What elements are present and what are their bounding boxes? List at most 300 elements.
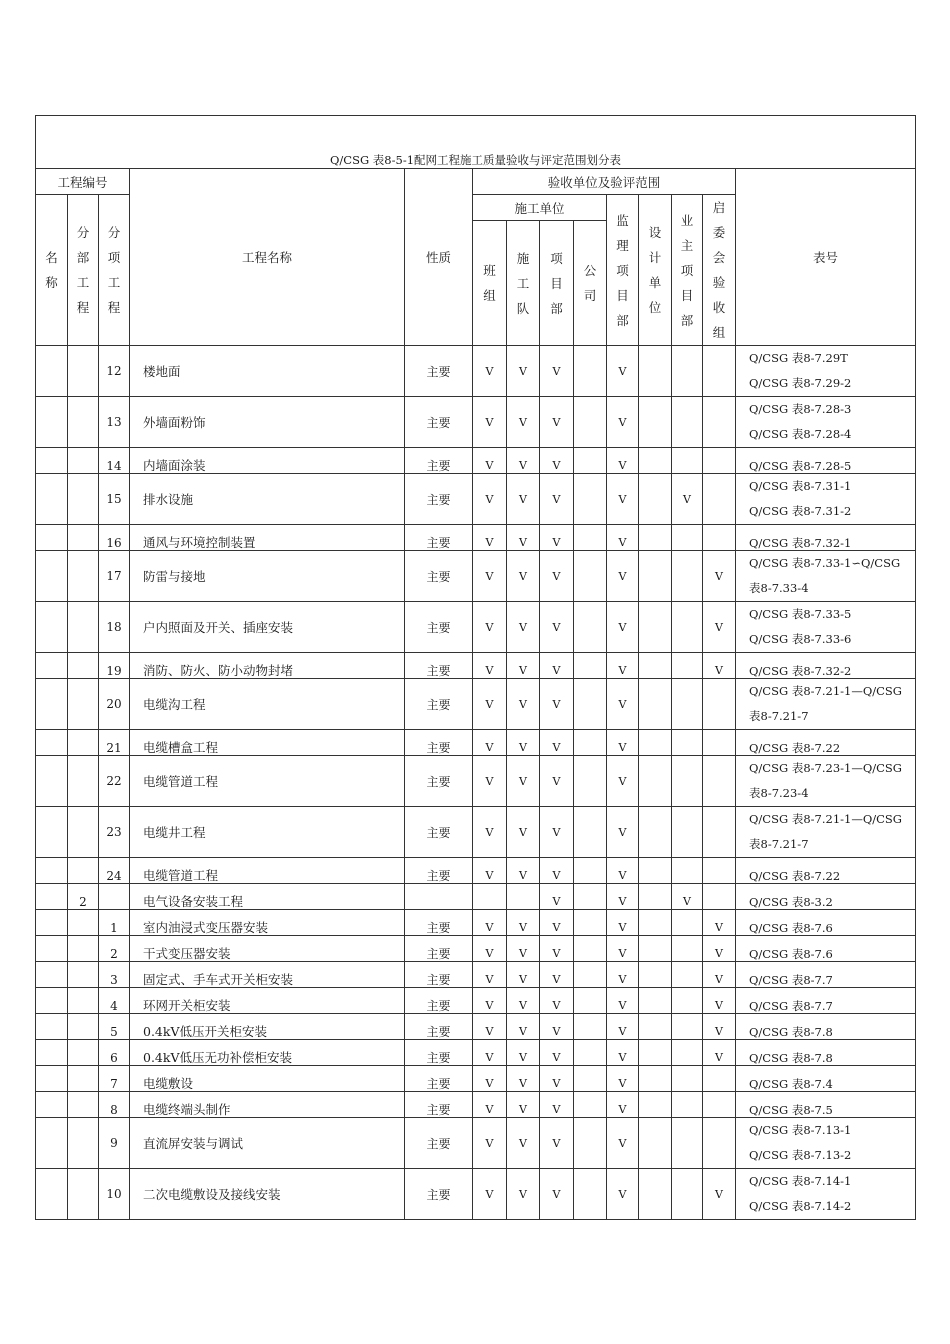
form-number-cell xyxy=(736,397,916,448)
item-project-cell: 21 xyxy=(99,730,130,756)
table-row xyxy=(36,1066,916,1092)
check-cell: V xyxy=(473,988,507,1014)
check-cell: V xyxy=(672,474,703,525)
check-cell: V xyxy=(507,988,540,1014)
form-number-cell xyxy=(736,936,916,962)
form-number-cell xyxy=(736,988,916,1014)
check-cell: V xyxy=(507,910,540,936)
form-number: 表8-7.33-4 xyxy=(749,581,809,595)
form-number-cell xyxy=(736,1014,916,1040)
form-number: Q/CSG 表8-7.28-5 xyxy=(749,459,852,473)
table-row xyxy=(36,858,916,884)
nature-cell: 主要 xyxy=(405,858,473,884)
sub-project-cell xyxy=(68,730,99,756)
check-cell: V xyxy=(607,1040,639,1066)
check-cell xyxy=(574,910,607,936)
sub-project-cell xyxy=(68,679,99,730)
project-name-cell: 电缆管道工程 xyxy=(130,858,405,884)
check-cell xyxy=(639,1169,672,1220)
check-cell: V xyxy=(507,1040,540,1066)
form-number: Q/CSG 表8-7.8 xyxy=(749,1051,833,1065)
check-cell: V xyxy=(473,653,507,679)
form-number: Q/CSG 表8-7.8 xyxy=(749,1025,833,1039)
check-cell xyxy=(639,448,672,474)
item-project-cell: 12 xyxy=(99,346,130,397)
check-cell xyxy=(574,474,607,525)
check-cell: V xyxy=(540,962,574,988)
name-code-cell xyxy=(36,807,68,858)
check-cell xyxy=(672,1092,703,1118)
project-name-cell: 电缆槽盒工程 xyxy=(130,730,405,756)
project-name-cell: 二次电缆敷设及接线安装 xyxy=(130,1169,405,1220)
check-cell: V xyxy=(703,910,736,936)
check-cell xyxy=(639,551,672,602)
form-number-cell xyxy=(736,910,916,936)
table-row xyxy=(36,346,916,397)
table-row xyxy=(36,910,916,936)
form-number-cell xyxy=(736,551,916,602)
check-cell xyxy=(574,884,607,910)
project-name-cell: 室内油浸式变压器安装 xyxy=(130,910,405,936)
table-row xyxy=(36,1169,916,1220)
form-number: Q/CSG 表8-7.28-3 xyxy=(749,402,852,416)
check-cell: V xyxy=(607,602,639,653)
check-cell xyxy=(574,1169,607,1220)
check-cell xyxy=(473,884,507,910)
check-cell: V xyxy=(473,1118,507,1169)
sub-project-cell xyxy=(68,807,99,858)
check-cell: V xyxy=(507,1066,540,1092)
item-project-cell: 24 xyxy=(99,858,130,884)
check-cell: V xyxy=(540,988,574,1014)
check-cell: V xyxy=(672,884,703,910)
project-name-cell: 干式变压器安装 xyxy=(130,936,405,962)
form-number-cell xyxy=(736,448,916,474)
form-number: Q/CSG 表8-7.14-1 xyxy=(749,1174,852,1188)
check-cell: V xyxy=(540,653,574,679)
name-code-cell xyxy=(36,936,68,962)
check-cell: V xyxy=(607,936,639,962)
name-code-cell xyxy=(36,397,68,448)
form-number: Q/CSG 表8-3.2 xyxy=(749,895,833,909)
form-number-cell xyxy=(736,525,916,551)
item-project-cell: 2 xyxy=(99,936,130,962)
header-form-no: 表号 xyxy=(736,169,916,346)
project-name-cell: 楼地面 xyxy=(130,346,405,397)
check-cell: V xyxy=(540,397,574,448)
table-row xyxy=(36,884,916,910)
nature-cell: 主要 xyxy=(405,756,473,807)
check-cell xyxy=(574,1040,607,1066)
check-cell: V xyxy=(507,1169,540,1220)
project-name-cell: 内墙面涂装 xyxy=(130,448,405,474)
check-cell xyxy=(703,807,736,858)
check-cell: V xyxy=(507,525,540,551)
check-cell: V xyxy=(607,910,639,936)
header-owner: 业 主 项 目 部 xyxy=(672,195,703,346)
project-name-cell: 电缆终端头制作 xyxy=(130,1092,405,1118)
project-name-cell: 通风与环境控制装置 xyxy=(130,525,405,551)
check-cell: V xyxy=(607,1014,639,1040)
check-cell xyxy=(639,1014,672,1040)
project-name-cell: 直流屏安装与调试 xyxy=(130,1118,405,1169)
sub-project-cell xyxy=(68,448,99,474)
project-name-cell: 电缆管道工程 xyxy=(130,756,405,807)
header-item-project: 分 项 工 程 xyxy=(99,195,130,346)
check-cell xyxy=(672,346,703,397)
check-cell xyxy=(574,807,607,858)
check-cell: V xyxy=(607,1118,639,1169)
check-cell: V xyxy=(540,525,574,551)
sub-project-cell xyxy=(68,525,99,551)
nature-cell: 主要 xyxy=(405,988,473,1014)
header-supervision: 监 理 项 目 部 xyxy=(607,195,639,346)
check-cell: V xyxy=(473,346,507,397)
quality-acceptance-table xyxy=(35,115,916,1220)
check-cell xyxy=(574,448,607,474)
form-number: Q/CSG 表8-7.7 xyxy=(749,973,833,987)
check-cell: V xyxy=(607,988,639,1014)
name-code-cell xyxy=(36,884,68,910)
check-cell: V xyxy=(703,936,736,962)
sub-project-cell xyxy=(68,936,99,962)
form-number: Q/CSG 表8-7.5 xyxy=(749,1103,833,1117)
check-cell xyxy=(574,962,607,988)
check-cell: V xyxy=(540,730,574,756)
check-cell xyxy=(703,679,736,730)
nature-cell: 主要 xyxy=(405,551,473,602)
check-cell: V xyxy=(473,551,507,602)
project-name-cell: 排水设施 xyxy=(130,474,405,525)
check-cell: V xyxy=(540,1092,574,1118)
name-code-cell xyxy=(36,1169,68,1220)
check-cell xyxy=(703,884,736,910)
check-cell xyxy=(639,679,672,730)
sub-project-cell xyxy=(68,910,99,936)
check-cell: V xyxy=(607,474,639,525)
check-cell xyxy=(703,730,736,756)
check-cell xyxy=(639,397,672,448)
check-cell: V xyxy=(473,756,507,807)
check-cell: V xyxy=(507,1014,540,1040)
check-cell xyxy=(574,551,607,602)
table-row xyxy=(36,602,916,653)
check-cell xyxy=(574,397,607,448)
sub-project-cell xyxy=(68,602,99,653)
check-cell: V xyxy=(703,1014,736,1040)
form-number: Q/CSG 表8-7.4 xyxy=(749,1077,833,1091)
project-name-cell: 电缆井工程 xyxy=(130,807,405,858)
item-project-cell: 10 xyxy=(99,1169,130,1220)
check-cell xyxy=(574,525,607,551)
name-code-cell xyxy=(36,474,68,525)
check-cell xyxy=(574,602,607,653)
check-cell xyxy=(574,679,607,730)
check-cell xyxy=(574,1066,607,1092)
table-row xyxy=(36,679,916,730)
nature-cell: 主要 xyxy=(405,346,473,397)
sub-project-cell xyxy=(68,1118,99,1169)
check-cell xyxy=(672,1118,703,1169)
nature-cell: 主要 xyxy=(405,1040,473,1066)
form-number-cell xyxy=(736,1066,916,1092)
check-cell xyxy=(639,653,672,679)
table-row xyxy=(36,730,916,756)
form-number-cell xyxy=(736,962,916,988)
check-cell: V xyxy=(540,1040,574,1066)
item-project-cell: 6 xyxy=(99,1040,130,1066)
check-cell: V xyxy=(473,962,507,988)
header-project-dept: 项 目 部 xyxy=(540,221,574,346)
check-cell: V xyxy=(540,1118,574,1169)
check-cell xyxy=(639,884,672,910)
check-cell: V xyxy=(540,1066,574,1092)
check-cell xyxy=(703,346,736,397)
name-code-cell xyxy=(36,1040,68,1066)
check-cell: V xyxy=(507,346,540,397)
item-project-cell: 4 xyxy=(99,988,130,1014)
form-number: Q/CSG 表8-7.7 xyxy=(749,999,833,1013)
item-project-cell: 1 xyxy=(99,910,130,936)
check-cell: V xyxy=(540,807,574,858)
form-number-cell xyxy=(736,474,916,525)
check-cell: V xyxy=(607,884,639,910)
sub-project-cell xyxy=(68,551,99,602)
form-number-cell xyxy=(736,1040,916,1066)
check-cell: V xyxy=(540,551,574,602)
form-number: 表8-7.21-7 xyxy=(749,837,809,851)
check-cell xyxy=(639,1118,672,1169)
check-cell xyxy=(574,988,607,1014)
check-cell: V xyxy=(507,962,540,988)
check-cell xyxy=(703,858,736,884)
form-number-cell xyxy=(736,884,916,910)
sub-project-cell xyxy=(68,346,99,397)
item-project-cell: 16 xyxy=(99,525,130,551)
check-cell xyxy=(672,1066,703,1092)
project-name-cell: 电缆敷设 xyxy=(130,1066,405,1092)
check-cell: V xyxy=(540,474,574,525)
check-cell xyxy=(703,1092,736,1118)
form-number: Q/CSG 表8-7.22 xyxy=(749,869,841,883)
form-number-cell xyxy=(736,730,916,756)
check-cell xyxy=(574,1014,607,1040)
table-row xyxy=(36,936,916,962)
check-cell: V xyxy=(540,910,574,936)
check-cell: V xyxy=(507,551,540,602)
check-cell xyxy=(672,730,703,756)
form-number: Q/CSG 表8-7.13-1 xyxy=(749,1123,852,1137)
check-cell: V xyxy=(607,962,639,988)
name-code-cell xyxy=(36,988,68,1014)
check-cell: V xyxy=(540,679,574,730)
check-cell: V xyxy=(507,936,540,962)
name-code-cell xyxy=(36,653,68,679)
form-number-cell xyxy=(736,1092,916,1118)
check-cell xyxy=(639,962,672,988)
check-cell: V xyxy=(540,884,574,910)
form-number: 表8-7.21-7 xyxy=(749,709,809,723)
nature-cell: 主要 xyxy=(405,936,473,962)
check-cell: V xyxy=(607,653,639,679)
project-name-cell: 固定式、手车式开关柜安装 xyxy=(130,962,405,988)
check-cell: V xyxy=(473,602,507,653)
sub-project-cell xyxy=(68,1066,99,1092)
table-row xyxy=(36,474,916,525)
project-name-cell: 外墙面粉饰 xyxy=(130,397,405,448)
table-row xyxy=(36,807,916,858)
check-cell xyxy=(639,525,672,551)
check-cell: V xyxy=(607,1092,639,1118)
nature-cell: 主要 xyxy=(405,448,473,474)
check-cell: V xyxy=(473,1066,507,1092)
check-cell xyxy=(574,1092,607,1118)
name-code-cell xyxy=(36,448,68,474)
table-row xyxy=(36,397,916,448)
check-cell: V xyxy=(540,1014,574,1040)
table-row xyxy=(36,962,916,988)
sub-project-cell xyxy=(68,858,99,884)
form-number: Q/CSG 表8-7.21-1—Q/CSG xyxy=(749,684,902,698)
item-project-cell: 13 xyxy=(99,397,130,448)
table-row xyxy=(36,525,916,551)
check-cell: V xyxy=(703,551,736,602)
check-cell: V xyxy=(607,1066,639,1092)
item-project-cell: 22 xyxy=(99,756,130,807)
item-project-cell: 3 xyxy=(99,962,130,988)
check-cell xyxy=(672,551,703,602)
check-cell: V xyxy=(473,910,507,936)
check-cell xyxy=(703,756,736,807)
check-cell xyxy=(574,730,607,756)
check-cell: V xyxy=(703,602,736,653)
header-construction-unit: 施工单位 xyxy=(473,195,607,221)
project-name-cell: 环网开关柜安装 xyxy=(130,988,405,1014)
table-row xyxy=(36,1118,916,1169)
check-cell xyxy=(703,525,736,551)
check-cell: V xyxy=(607,756,639,807)
check-cell xyxy=(639,730,672,756)
name-code-cell xyxy=(36,756,68,807)
check-cell: V xyxy=(703,653,736,679)
header-design: 设 计 单 位 xyxy=(639,195,672,346)
name-code-cell xyxy=(36,858,68,884)
check-cell: V xyxy=(473,807,507,858)
check-cell: V xyxy=(607,858,639,884)
item-project-cell: 5 xyxy=(99,1014,130,1040)
table-title: Q/CSG 表8-5-1配网工程施工质量验收与评定范围划分表 xyxy=(36,116,916,169)
check-cell: V xyxy=(607,679,639,730)
item-project-cell: 15 xyxy=(99,474,130,525)
check-cell xyxy=(672,756,703,807)
nature-cell: 主要 xyxy=(405,962,473,988)
project-name-cell: 电气设备安装工程 xyxy=(130,884,405,910)
name-code-cell xyxy=(36,1014,68,1040)
check-cell xyxy=(703,448,736,474)
check-cell: V xyxy=(507,397,540,448)
check-cell: V xyxy=(473,1092,507,1118)
sub-project-cell: 2 xyxy=(68,884,99,910)
project-name-cell: 户内照面及开关、插座安装 xyxy=(130,602,405,653)
check-cell: V xyxy=(507,807,540,858)
check-cell: V xyxy=(607,448,639,474)
check-cell xyxy=(672,910,703,936)
item-project-cell: 17 xyxy=(99,551,130,602)
form-number: Q/CSG 表8-7.32-2 xyxy=(749,664,852,678)
check-cell: V xyxy=(540,448,574,474)
nature-cell: 主要 xyxy=(405,730,473,756)
form-number-cell xyxy=(736,346,916,397)
check-cell xyxy=(507,884,540,910)
check-cell: V xyxy=(540,346,574,397)
check-cell: V xyxy=(473,397,507,448)
header-company: 公 司 xyxy=(574,221,607,346)
check-cell: V xyxy=(473,474,507,525)
check-cell: V xyxy=(540,602,574,653)
check-cell: V xyxy=(473,448,507,474)
header-project-code: 工程编号 xyxy=(36,169,130,195)
check-cell xyxy=(672,679,703,730)
check-cell: V xyxy=(703,1040,736,1066)
check-cell: V xyxy=(507,1092,540,1118)
check-cell: V xyxy=(540,1169,574,1220)
project-name-cell: 消防、防火、防小动物封堵 xyxy=(130,653,405,679)
check-cell xyxy=(703,474,736,525)
name-code-cell xyxy=(36,602,68,653)
sub-project-cell xyxy=(68,756,99,807)
form-number-cell xyxy=(736,653,916,679)
header-name: 名 称 xyxy=(36,195,68,346)
check-cell xyxy=(672,397,703,448)
form-number: Q/CSG 表8-7.32-1 xyxy=(749,536,852,550)
form-number-cell xyxy=(736,679,916,730)
check-cell xyxy=(703,1118,736,1169)
sub-project-cell xyxy=(68,988,99,1014)
form-number: Q/CSG 表8-7.23-1—Q/CSG xyxy=(749,761,902,775)
nature-cell: 主要 xyxy=(405,1014,473,1040)
name-code-cell xyxy=(36,962,68,988)
check-cell: V xyxy=(607,807,639,858)
nature-cell: 主要 xyxy=(405,397,473,448)
check-cell xyxy=(639,1040,672,1066)
check-cell: V xyxy=(607,397,639,448)
name-code-cell xyxy=(36,525,68,551)
check-cell xyxy=(639,936,672,962)
check-cell xyxy=(672,988,703,1014)
check-cell xyxy=(574,936,607,962)
name-code-cell xyxy=(36,730,68,756)
nature-cell: 主要 xyxy=(405,474,473,525)
sub-project-cell xyxy=(68,1092,99,1118)
check-cell xyxy=(574,858,607,884)
check-cell: V xyxy=(473,730,507,756)
nature-cell: 主要 xyxy=(405,679,473,730)
check-cell xyxy=(639,756,672,807)
nature-cell: 主要 xyxy=(405,525,473,551)
table-row xyxy=(36,988,916,1014)
check-cell: V xyxy=(507,730,540,756)
check-cell xyxy=(639,910,672,936)
form-number-cell xyxy=(736,807,916,858)
header-team: 班 组 xyxy=(473,221,507,346)
table-row xyxy=(36,1092,916,1118)
form-number: Q/CSG 表8-7.33-6 xyxy=(749,632,852,646)
check-cell: V xyxy=(473,858,507,884)
check-cell: V xyxy=(607,730,639,756)
header-commissioning: 启 委 会 验 收 组 xyxy=(703,195,736,346)
check-cell: V xyxy=(473,1014,507,1040)
check-cell xyxy=(672,858,703,884)
